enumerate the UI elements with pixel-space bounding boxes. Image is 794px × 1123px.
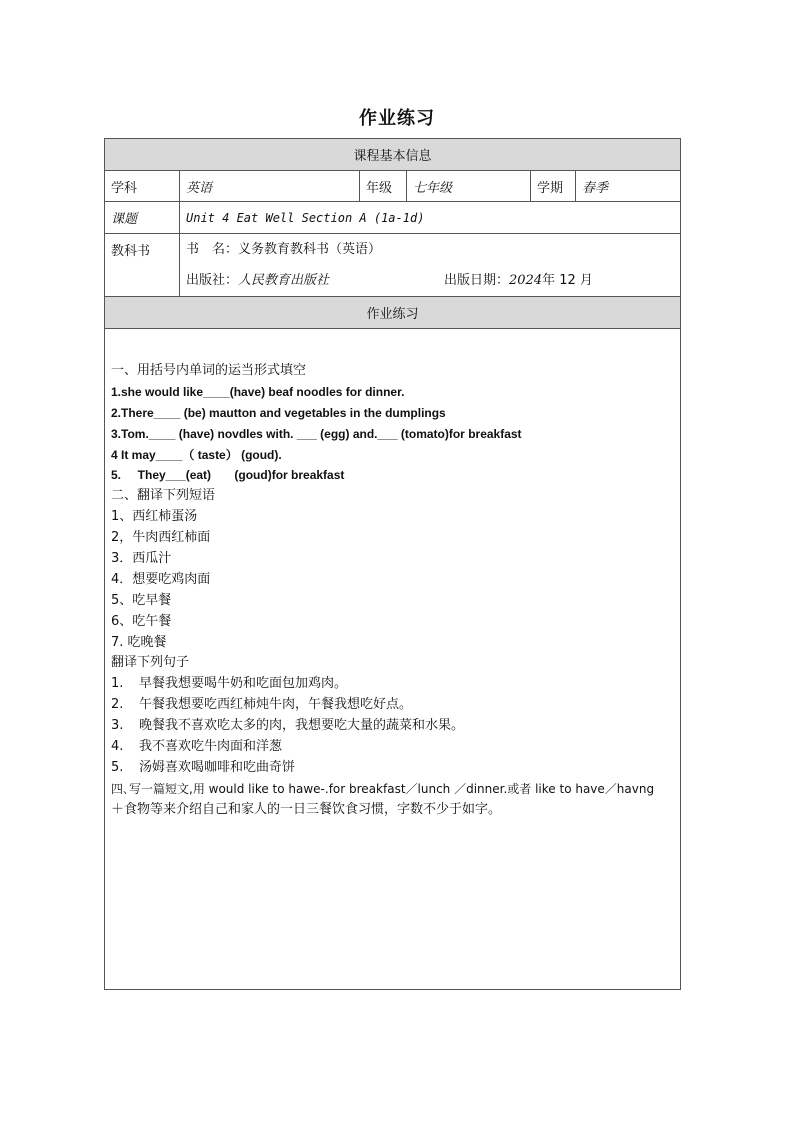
subject-label: 学科: [105, 171, 180, 202]
homework-content: [105, 329, 681, 990]
sentence-number: 1.: [111, 676, 124, 692]
term-label: 学期: [531, 171, 576, 202]
phrase-item-1: 1、西红柿蛋汤: [111, 509, 198, 525]
sentence-text: 我不喜欢吃牛肉面和洋葱: [139, 739, 283, 755]
publisher-value: 人民教育出版社: [238, 273, 330, 288]
sentence-item-3: [111, 716, 676, 737]
phrase-item-7: 7. 吃晚餐: [111, 634, 167, 650]
homework-content-row: [105, 329, 681, 990]
book-name-line: [186, 234, 674, 265]
section-4-line-2: ＋食物等来介绍自己和家人的一日三餐饮食习惯，字数不少于如字。: [111, 801, 502, 817]
section-2-title: 二、翻译下列短语: [111, 488, 216, 504]
sentence-item-4: [111, 737, 676, 758]
grade-label: 年级: [360, 171, 407, 202]
sentence-number: 4.: [111, 739, 124, 755]
textbook-label: 教科书: [105, 234, 180, 297]
publisher-line: [186, 265, 674, 296]
publish-date-block: [444, 265, 593, 296]
sentence-item-1: [111, 674, 676, 695]
homework-header-row: [105, 297, 681, 329]
book-name-value: 义务教育教科书（英语）: [238, 242, 382, 257]
sentence-text: 早餐我想要喝牛奶和吃面包加鸡肉。: [139, 676, 348, 692]
book-name-label: 书 名：: [186, 242, 239, 257]
sentence-item-5: [111, 758, 676, 779]
sentence-text: 午餐我想要吃西红柿炖牛肉，午餐我想吃好点。: [139, 697, 413, 713]
info-header-row: [105, 139, 681, 171]
textbook-row: [105, 234, 681, 297]
fill-blank-item-4: 4 It may____（ taste） (goud).: [111, 447, 282, 462]
publisher-block: [186, 265, 444, 296]
info-header: 课程基本信息: [105, 139, 681, 171]
sentence-text: 汤姆喜欢喝咖啡和吃曲奇饼: [139, 759, 296, 775]
fill-blank-item-1: 1.she would like____(have) beaf noodles for dinner.: [111, 384, 405, 399]
page-title: 作业练习: [359, 108, 435, 129]
phrase-item-5: 5、吃早餐: [111, 592, 172, 608]
sentence-number: 3.: [111, 718, 124, 734]
phrase-item-2: 2，牛肉西红柿面: [111, 530, 211, 546]
topic-label: 课题: [105, 202, 180, 234]
section-4-line-1: 四､写一篇短文,用 would like to hawe-.for breakfast／lunch ／dinner.或者 like to have／havng: [111, 781, 655, 796]
fill-blank-item-2: 2.There____ (be) mautton and vegetables in the dumplings: [111, 405, 446, 420]
publisher-label: 出版社：: [186, 273, 239, 288]
sentence-item-2: [111, 695, 676, 716]
section-3-title: 翻译下列句子: [111, 655, 190, 671]
grade-value: 七年级: [407, 171, 531, 202]
homework-sheet-table: [104, 138, 681, 990]
publish-date-year: 2024: [509, 273, 543, 288]
term-value: 春季: [576, 171, 681, 202]
sentence-text: 晚餐我不喜欢吃太多的肉，我想要吃大量的蔬菜和水果。: [139, 718, 465, 734]
topic-row: [105, 202, 681, 234]
phrase-item-4: 4．想要吃鸡肉面: [111, 571, 211, 587]
subject-row: [105, 171, 681, 202]
fill-blank-item-5: 5. They___(eat) (goud)for breakfast: [111, 468, 345, 483]
topic-value: Unit 4 Eat Well Section A (1a-1d): [180, 202, 681, 234]
fill-blank-item-3: 3.Tom.____ (have) novdles with. ___ (egg) and.___ (tomato)for breakfast: [111, 426, 522, 441]
textbook-info: [180, 234, 681, 297]
sentence-number: 5.: [111, 759, 124, 775]
section-1-title: 一、用括号内单词的运当形式填空: [111, 363, 307, 378]
subject-value: 英语: [180, 171, 360, 202]
sentence-number: 2.: [111, 697, 124, 713]
phrase-item-3: 3．西瓜汁: [111, 551, 172, 567]
publish-date-label: 出版日期：: [444, 273, 510, 288]
publish-date-rest: 年 12 月: [542, 273, 593, 288]
homework-header: 作业练习: [105, 297, 681, 329]
phrase-item-6: 6、吃午餐: [111, 613, 172, 629]
